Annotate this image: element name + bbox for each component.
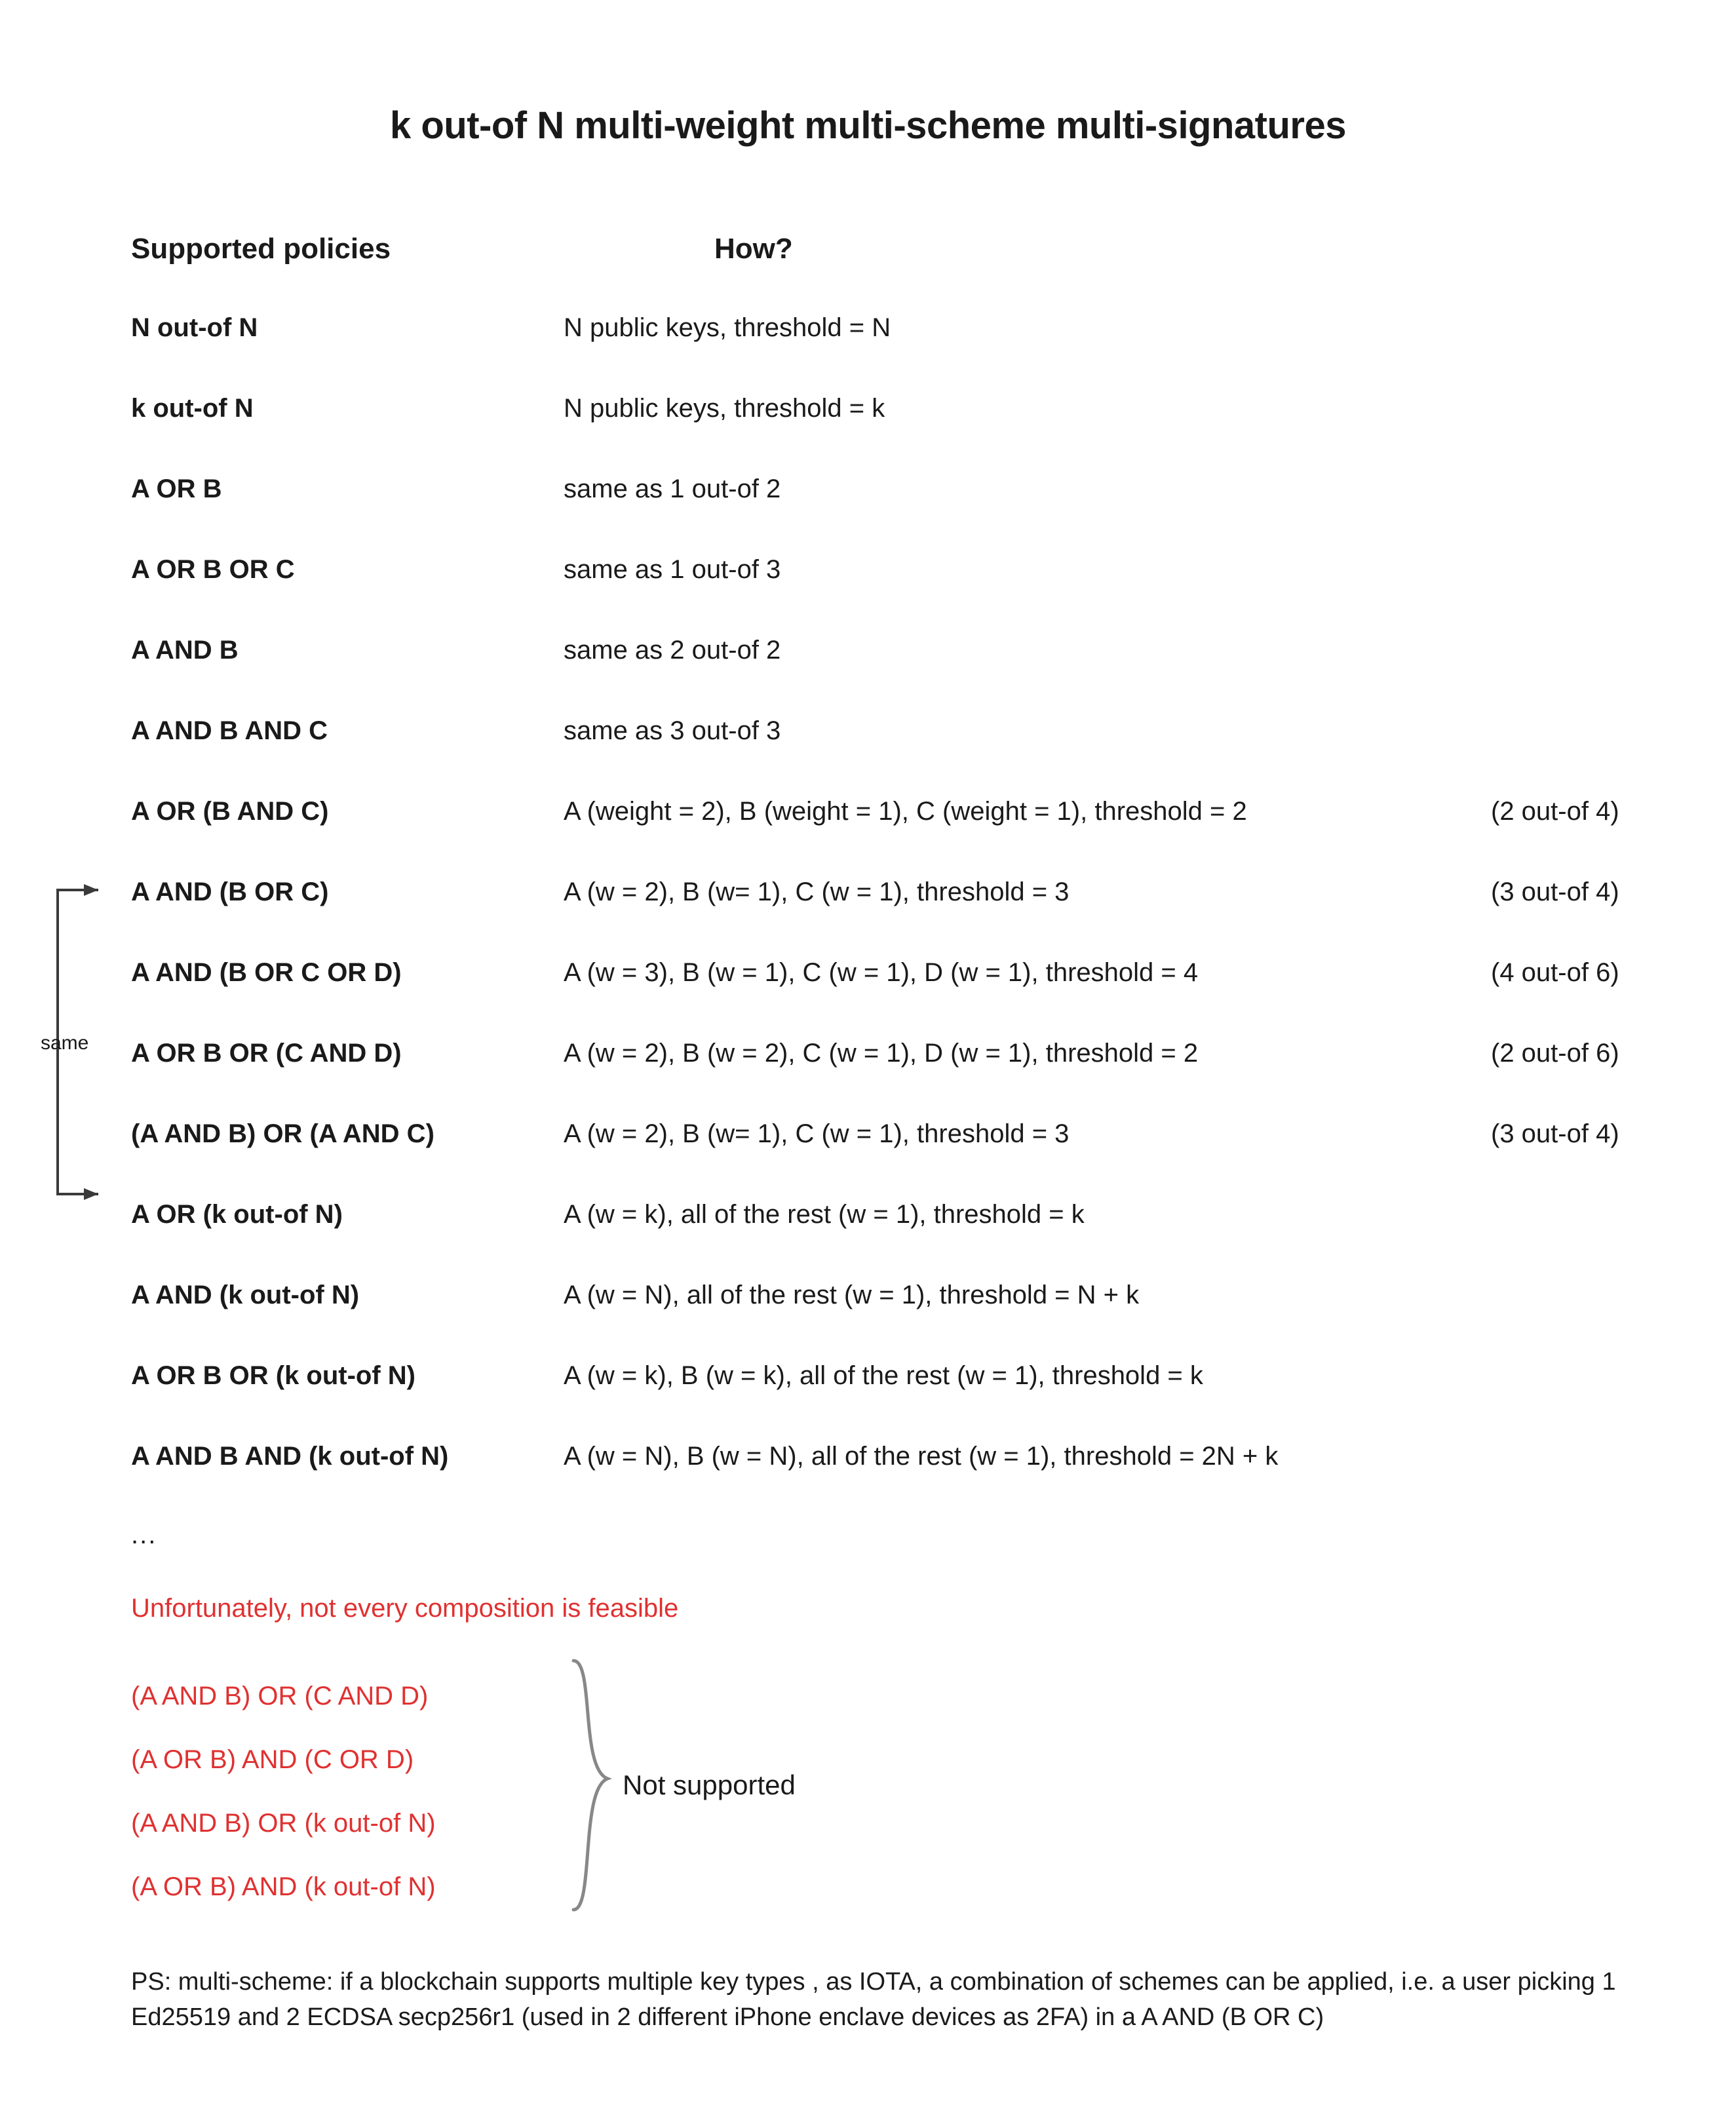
- policy-how: same as 1 out-of 3: [564, 555, 781, 584]
- policy-how: same as 2 out-of 2: [564, 636, 781, 665]
- policy-label: A OR B OR C: [131, 555, 295, 584]
- table-row: [0, 716, 1736, 797]
- policy-label: A AND B AND C: [131, 716, 328, 745]
- table-row: [0, 474, 1736, 555]
- policy-label: A OR B: [131, 474, 222, 503]
- policy-how: same as 3 out-of 3: [564, 716, 781, 745]
- infeasible-warning: Unfortunately, not every composition is feasible: [131, 1594, 679, 1623]
- policy-equivalent: (2 out-of 4): [1491, 797, 1619, 826]
- list-item: (A OR B) AND (k out-of N): [131, 1872, 436, 1901]
- policy-equivalent: (3 out-of 4): [1491, 1119, 1619, 1148]
- list-item: (A AND B) OR (k out-of N): [131, 1809, 436, 1838]
- policy-label: A AND (B OR C): [131, 878, 329, 906]
- column-header-how: How?: [714, 233, 793, 265]
- policy-how: A (w = N), B (w = N), all of the rest (w = 1), threshold = 2N + k: [564, 1442, 1279, 1471]
- policy-how: A (w = 2), B (w= 1), C (w = 1), threshold = 3: [564, 878, 1070, 906]
- policy-label: A AND B: [131, 636, 239, 665]
- unsupported-policy-list: [131, 1665, 436, 1919]
- policy-label: N out-of N: [131, 313, 258, 342]
- policy-label: A OR B OR (k out-of N): [131, 1361, 416, 1390]
- policy-label: k out-of N: [131, 394, 254, 423]
- table-row: [0, 1281, 1736, 1361]
- policy-label: A AND (k out-of N): [131, 1281, 360, 1309]
- column-header-supported-policies: Supported policies: [131, 233, 391, 265]
- not-supported-label: Not supported: [623, 1769, 796, 1800]
- page-title: k out-of N multi-weight multi-scheme multi-signatures: [389, 104, 1346, 147]
- policy-equivalent: (4 out-of 6): [1491, 958, 1619, 987]
- policy-label: A AND (B OR C OR D): [131, 958, 402, 987]
- policy-how: A (w = k), B (w = k), all of the rest (w = 1), threshold = k: [564, 1361, 1203, 1390]
- policy-equivalent: (2 out-of 6): [1491, 1039, 1619, 1068]
- more-rows-ellipsis: ...: [131, 1520, 157, 1549]
- table-row: [0, 1119, 1736, 1200]
- policy-how: A (w = 2), B (w = 2), C (w = 1), D (w = 1), threshold = 2: [564, 1039, 1199, 1068]
- policy-table: [0, 313, 1736, 1522]
- policy-how: A (w = k), all of the rest (w = 1), threshold = k: [564, 1200, 1085, 1229]
- list-item: (A AND B) OR (C AND D): [131, 1682, 429, 1710]
- table-row: [0, 797, 1736, 878]
- table-row: [0, 555, 1736, 636]
- table-row: [0, 878, 1736, 958]
- table-row: [0, 636, 1736, 716]
- table-row: [0, 313, 1736, 394]
- policy-how: A (weight = 2), B (weight = 1), C (weight = 1), threshold = 2: [564, 797, 1247, 826]
- table-row: [0, 394, 1736, 474]
- policy-label: (A AND B) OR (A AND C): [131, 1119, 434, 1148]
- policy-label: A OR (k out-of N): [131, 1200, 343, 1229]
- policy-how: A (w = N), all of the rest (w = 1), threshold = N + k: [564, 1281, 1140, 1309]
- policy-how: A (w = 3), B (w = 1), C (w = 1), D (w = 1), threshold = 4: [564, 958, 1199, 987]
- policy-label: A OR B OR (C AND D): [131, 1039, 402, 1068]
- policy-how: N public keys, threshold = k: [564, 394, 885, 423]
- postscript-note: PS: multi-scheme: if a blockchain supports multiple key types , as IOTA, a combination of schemes can be applied, i.e. a user picking 1 Ed25519 and 2 ECDSA secp256r1 (used in 2 different iPhone enclave devices as 2FA) in a A AND (B OR C): [131, 1968, 1616, 2031]
- same-annotation-label: same: [41, 1032, 89, 1054]
- table-row: [0, 958, 1736, 1039]
- policy-how: N public keys, threshold = N: [564, 313, 891, 342]
- curly-brace-icon: [560, 1657, 632, 1919]
- table-row: [0, 1442, 1736, 1522]
- policy-how: A (w = 2), B (w= 1), C (w = 1), threshold = 3: [564, 1119, 1070, 1148]
- policy-how: same as 1 out-of 2: [564, 474, 781, 503]
- table-row: [0, 1039, 1736, 1119]
- list-item: (A OR B) AND (C OR D): [131, 1745, 414, 1774]
- table-row: [0, 1361, 1736, 1442]
- policy-label: A AND B AND (k out-of N): [131, 1442, 449, 1471]
- policy-label: A OR (B AND C): [131, 797, 329, 826]
- policy-equivalent: (3 out-of 4): [1491, 878, 1619, 906]
- table-row: [0, 1200, 1736, 1281]
